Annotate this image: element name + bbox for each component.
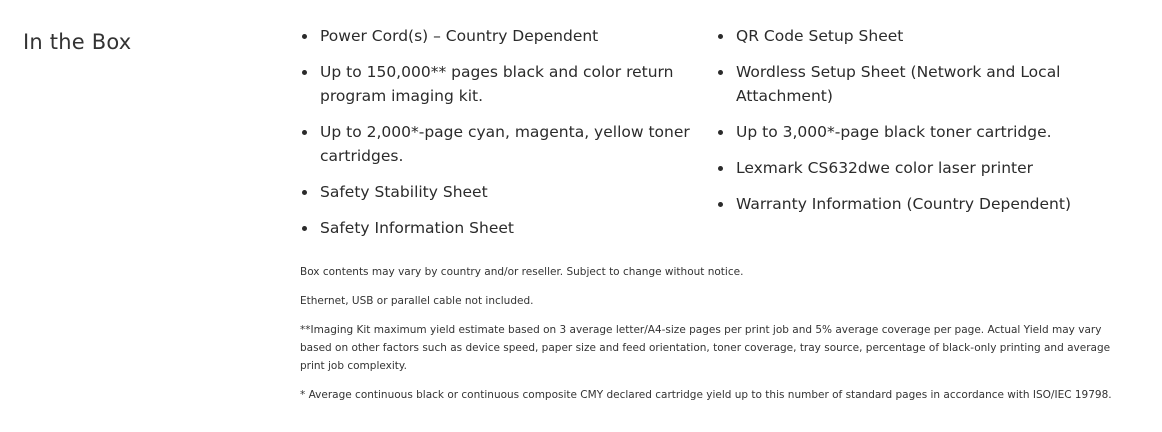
list-item-text: Up to 2,000*-page cyan, magenta, yellow toner cartridges. (320, 123, 690, 165)
list-item-text: Safety Stability Sheet (320, 183, 488, 201)
bullet-icon (302, 130, 307, 135)
bullet-icon (718, 130, 723, 135)
list-item-text: Wordless Setup Sheet (Network and Local Attachment) (736, 63, 1061, 105)
bullet-icon (718, 166, 723, 171)
footnotes (300, 263, 1120, 404)
list-item (716, 120, 1116, 144)
bullet-icon (718, 34, 723, 39)
list-item-text: Power Cord(s) – Country Dependent (320, 27, 599, 45)
bullet-icon (302, 70, 307, 75)
section-title: In the Box (23, 30, 132, 54)
list-item (300, 180, 700, 204)
box-contents-lists (300, 24, 1120, 252)
list-item-text: Safety Information Sheet (320, 219, 514, 237)
list-item-text: QR Code Setup Sheet (736, 27, 904, 45)
list-item (300, 120, 700, 168)
list-item (716, 156, 1116, 180)
list-item (716, 24, 1116, 48)
list-item-text: Lexmark CS632dwe color laser printer (736, 159, 1034, 177)
in-the-box-content (300, 24, 1120, 415)
bullet-icon (718, 70, 723, 75)
bullet-icon (718, 202, 723, 207)
bullet-icon (302, 226, 307, 231)
list-item (300, 216, 700, 240)
list-item (300, 60, 700, 108)
list-item-text: Up to 150,000** pages black and color return program imaging kit. (320, 63, 674, 105)
note-cartridge-yield: * Average continuous black or continuous composite CMY declared cartridge yield up to this number of standard pages in accordance with ISO/IEC 19798. (300, 389, 1112, 401)
note-cable: Ethernet, USB or parallel cable not included. (300, 295, 534, 307)
list-item (300, 24, 700, 48)
list-item (716, 192, 1116, 216)
list-item (716, 60, 1116, 108)
note-imaging-kit-yield: **Imaging Kit maximum yield estimate based on 3 average letter/A4-size pages per print job and 5% average coverage per page. Actual Yield may vary based on other factors such as device speed, paper size and feed orientation, toner coverage, tray source, percentage of black-only printing and average print job complexity. (300, 324, 1111, 372)
list-item-text: Warranty Information (Country Dependent) (736, 195, 1071, 213)
note-variation: Box contents may vary by country and/or reseller. Subject to change without notice. (300, 266, 744, 278)
list-item-text: Up to 3,000*-page black toner cartridge. (736, 123, 1052, 141)
bullet-icon (302, 34, 307, 39)
bullet-icon (302, 190, 307, 195)
box-contents-list-left (300, 24, 700, 252)
box-contents-list-right (716, 24, 1116, 252)
